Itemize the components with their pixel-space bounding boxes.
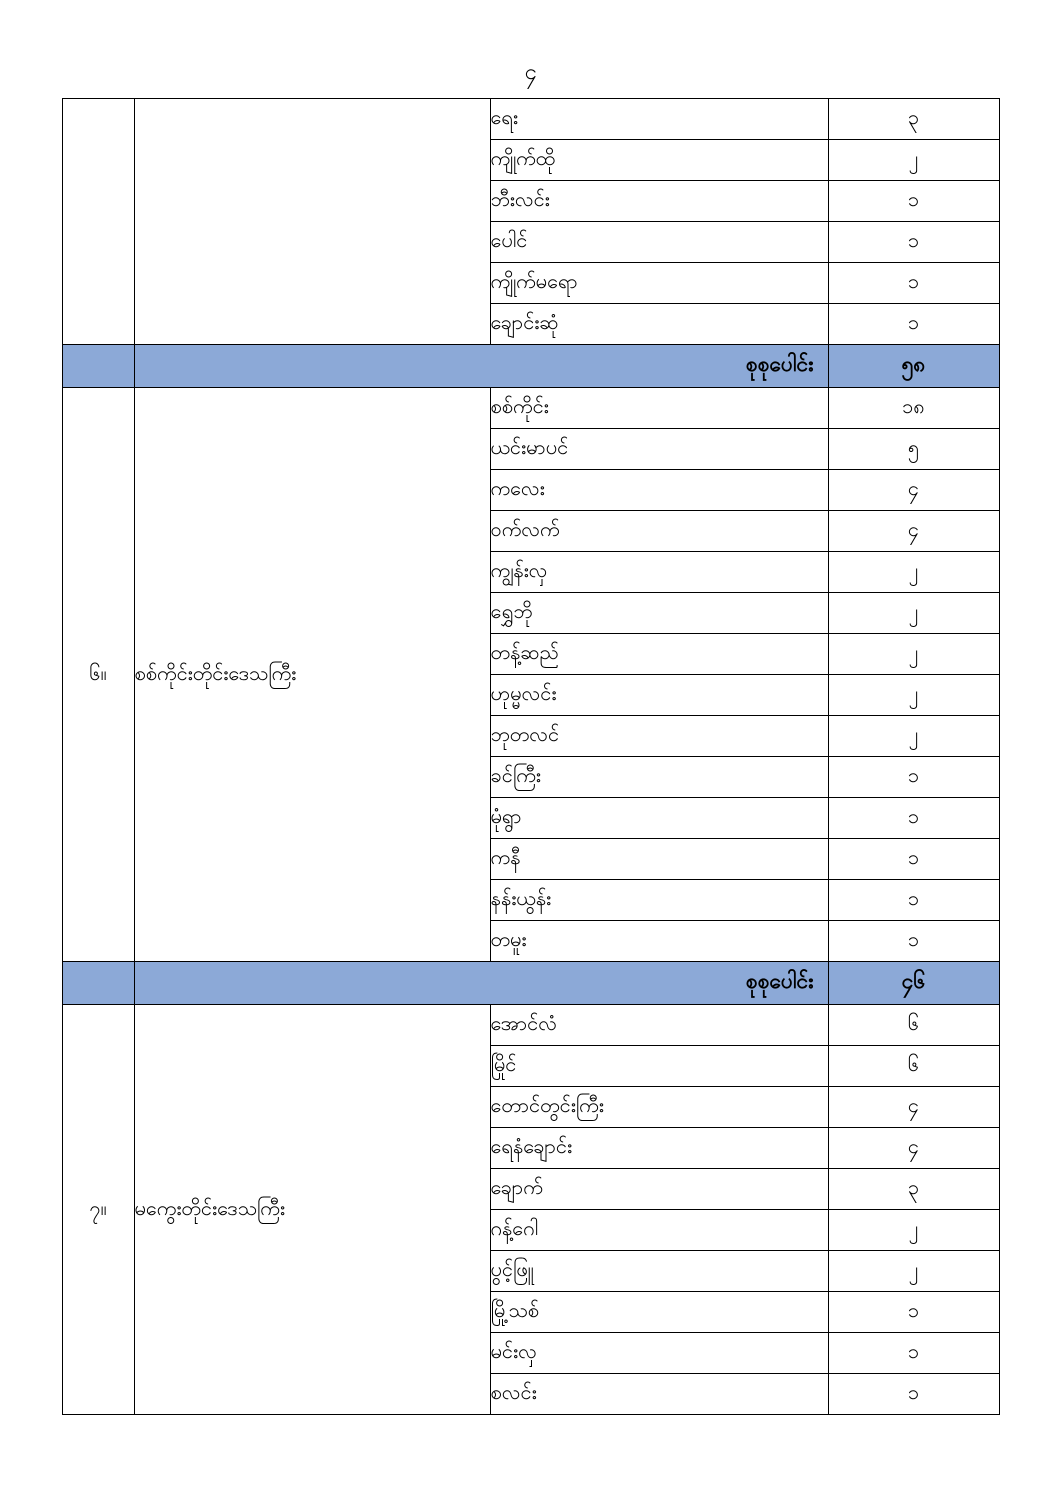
- township-name-cell: ရေနံချောင်း: [490, 1128, 828, 1169]
- count-cell: ၄: [828, 470, 999, 511]
- count-cell: ၂: [828, 140, 999, 181]
- township-name-cell: ပေါင်: [490, 222, 828, 263]
- count-cell: ၁: [828, 798, 999, 839]
- count-cell: ၁၈: [828, 388, 999, 429]
- count-cell: ၁: [828, 263, 999, 304]
- township-name-cell: နန်းယွန်း: [490, 880, 828, 921]
- count-cell: ၁: [828, 757, 999, 798]
- township-name-cell: မုံရွာ: [490, 798, 828, 839]
- count-cell: ၄: [828, 1128, 999, 1169]
- region-name-cell: မကွေးတိုင်းဒေသကြီး: [134, 1005, 490, 1415]
- township-name-cell: ဟုမ္မလင်း: [490, 675, 828, 716]
- township-counts-table: [62, 98, 1000, 1415]
- township-name-cell: ကျိုက်ထို: [490, 140, 828, 181]
- township-name-cell: ယင်းမာပင်: [490, 429, 828, 470]
- township-name-cell: စစ်ကိုင်း: [490, 388, 828, 429]
- total-count-cell: ၄၆: [828, 962, 999, 1005]
- total-count-cell: ၅၈: [828, 345, 999, 388]
- township-name-cell: ပွင့်ဖြူ: [490, 1251, 828, 1292]
- total-blank-cell: [62, 345, 134, 388]
- count-cell: ၁: [828, 1292, 999, 1333]
- count-cell: ၁: [828, 304, 999, 345]
- township-name-cell: ဝက်လက်: [490, 511, 828, 552]
- township-name-cell: ကလေး: [490, 470, 828, 511]
- township-name-cell: တမူး: [490, 921, 828, 962]
- count-cell: ၂: [828, 593, 999, 634]
- count-cell: ၂: [828, 1251, 999, 1292]
- count-cell: ၂: [828, 552, 999, 593]
- count-cell: ၁: [828, 1374, 999, 1415]
- township-name-cell: ရေး: [490, 99, 828, 140]
- township-name-cell: တောင်တွင်းကြီး: [490, 1087, 828, 1128]
- count-cell: ၂: [828, 1210, 999, 1251]
- page-number: ၄: [524, 60, 537, 85]
- township-name-cell: ဂန့်ဂေါ: [490, 1210, 828, 1251]
- count-cell: ၂: [828, 675, 999, 716]
- township-name-cell: မြိုင်: [490, 1046, 828, 1087]
- count-cell: ၁: [828, 222, 999, 263]
- township-name-cell: ဘီးလင်း: [490, 181, 828, 222]
- total-row: [62, 345, 999, 388]
- township-name-cell: ရွှေဘို: [490, 593, 828, 634]
- count-cell: ၃: [828, 99, 999, 140]
- township-name-cell: စလင်း: [490, 1374, 828, 1415]
- count-cell: ၃: [828, 1169, 999, 1210]
- township-name-cell: ကျိုက်မရော: [490, 263, 828, 304]
- row-number-cell: [62, 99, 134, 345]
- row-number-cell: ၇။: [62, 1005, 134, 1415]
- township-name-cell: ခင်ကြီး: [490, 757, 828, 798]
- count-cell: ၁: [828, 181, 999, 222]
- total-blank-cell: [62, 962, 134, 1005]
- count-cell: ၁: [828, 1333, 999, 1374]
- table-row: [62, 1005, 999, 1046]
- township-name-cell: မြို့သစ်: [490, 1292, 828, 1333]
- region-name-cell: စစ်ကိုင်းတိုင်းဒေသကြီး: [134, 388, 490, 962]
- count-cell: ၄: [828, 511, 999, 552]
- total-label-cell: စုစုပေါင်း: [134, 345, 828, 388]
- township-name-cell: ချောင်းဆုံ: [490, 304, 828, 345]
- total-row: [62, 962, 999, 1005]
- table-body: [62, 99, 999, 1415]
- count-cell: ၁: [828, 839, 999, 880]
- count-cell: ၂: [828, 634, 999, 675]
- township-name-cell: အောင်လံ: [490, 1005, 828, 1046]
- township-name-cell: ဘုတလင်: [490, 716, 828, 757]
- township-name-cell: မင်းလှ: [490, 1333, 828, 1374]
- table-row: [62, 99, 999, 140]
- township-name-cell: ကျွန်းလှ: [490, 552, 828, 593]
- region-name-cell: [134, 99, 490, 345]
- township-name-cell: ချောက်: [490, 1169, 828, 1210]
- count-cell: ၆: [828, 1005, 999, 1046]
- count-cell: ၁: [828, 880, 999, 921]
- count-cell: ၂: [828, 716, 999, 757]
- township-name-cell: ကနီ: [490, 839, 828, 880]
- township-name-cell: တန့်ဆည်: [490, 634, 828, 675]
- count-cell: ၅: [828, 429, 999, 470]
- total-label-cell: စုစုပေါင်း: [134, 962, 828, 1005]
- count-cell: ၄: [828, 1087, 999, 1128]
- row-number-cell: ၆။: [62, 388, 134, 962]
- count-cell: ၆: [828, 1046, 999, 1087]
- count-cell: ၁: [828, 921, 999, 962]
- table-row: [62, 388, 999, 429]
